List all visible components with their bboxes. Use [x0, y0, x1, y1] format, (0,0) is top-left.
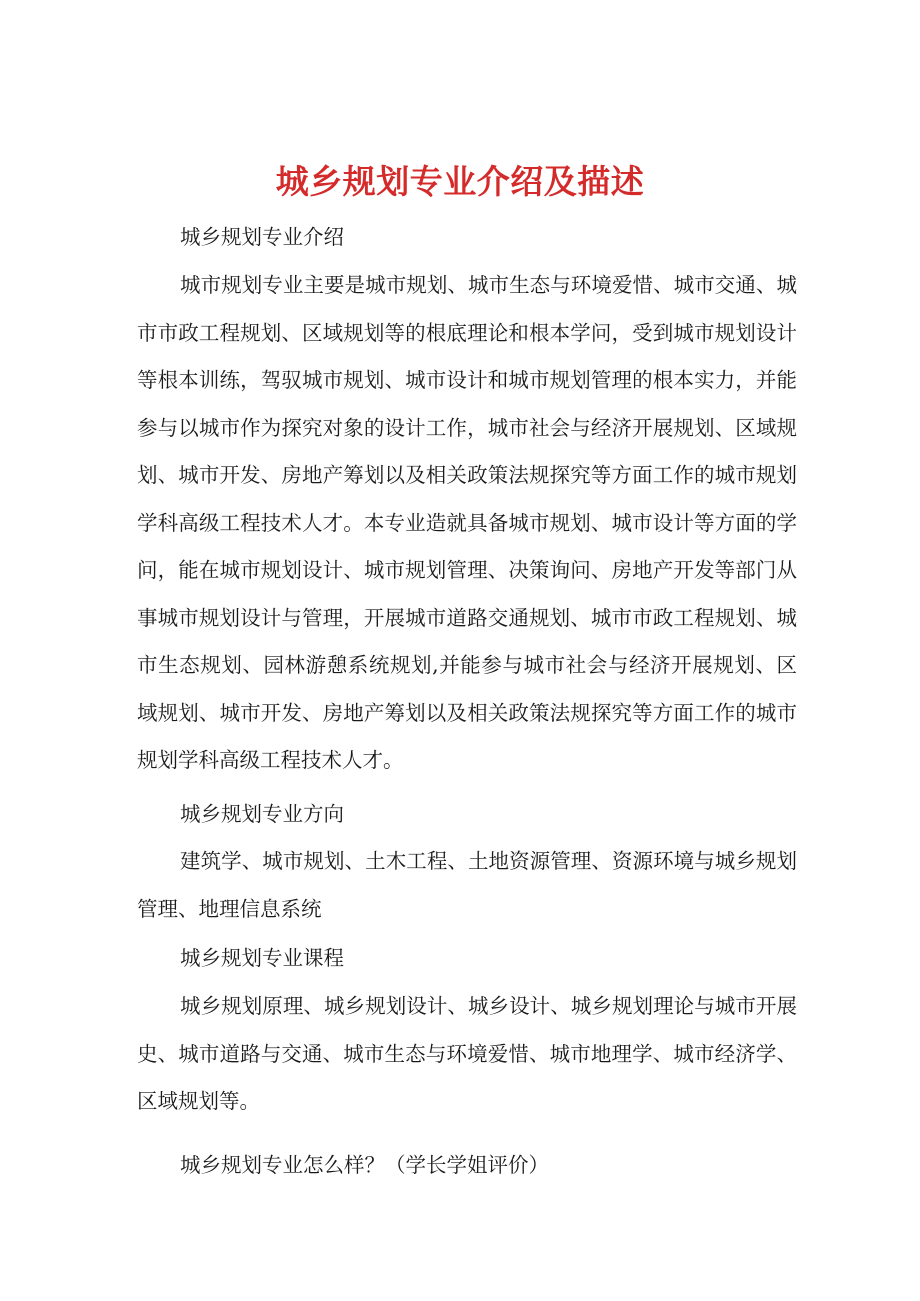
- section-heading-direction: 城乡规划专业方向: [180, 802, 344, 826]
- section-heading-intro: 城乡规划专业介绍: [180, 225, 344, 249]
- section-text-intro: 城市规划专业主要是城市规划、城市生态与环境爱惜、城市交通、城市市政工程规划、区域规划等的根底理论和根本学问，受到城市规划设计等根本训练，驾驭城市规划、城市设计和城市规划管理的根本实力，并能参与以城市作为探究对象的设计工作，城市社会与经济开展规划、区域规划、城市开发、房地产筹划以及相关政策法规探究等方面工作的城市规划学科高级工程技术人才。本专业造就具备城市规划、城市设计等方面的学问，能在城市规划设计、城市规划管理、决策询问、房地产开发等部门从事城市规划设计与管理，开展城市道路交通规划、城市市政工程规划、城市生态规划、园林游憩系统规划,并能参与城市社会与经济开展规划、区域规划、城市开发、房地产筹划以及相关政策法规探究等方面工作的城市规划学科高级工程技术人才。: [137, 273, 797, 772]
- section-text-courses: 城乡规划原理、城乡规划设计、城乡设计、城乡规划理论与城市开展史、城市道路与交通、城市生态与环境爱惜、城市地理学、城市经济学、区域规划等。: [137, 994, 797, 1113]
- section-text-direction: 建筑学、城市规划、土木工程、土地资源管理、资源环境与城乡规划管理、地理信息系统: [137, 849, 797, 921]
- section-heading-review: 城乡规划专业怎么样？（学长学姐评价）: [180, 1153, 549, 1177]
- section-heading-courses: 城乡规划专业课程: [180, 946, 344, 970]
- document-title: 城乡规划专业介绍及描述: [275, 162, 645, 202]
